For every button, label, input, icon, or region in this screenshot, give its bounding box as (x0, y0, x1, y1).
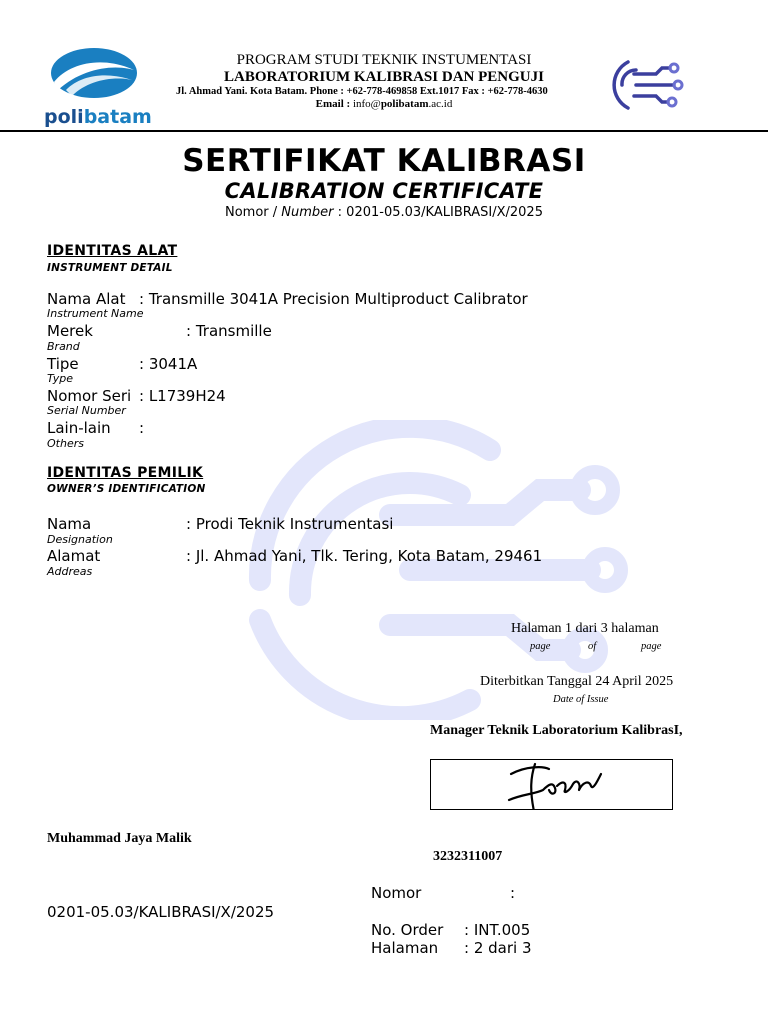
signatory-id: 3232311007 (433, 849, 503, 864)
pagination-sub-page: page (530, 641, 551, 652)
issue-date: Diterbitkan Tanggal 24 April 2025 (480, 674, 674, 689)
signature-icon (431, 760, 672, 809)
field-label-nama: Nama (47, 515, 92, 533)
lab-logo (598, 50, 694, 120)
field-value-alamat: : Jl. Ahmad Yani, Tlk. Tering, Kota Batam, 29461 (186, 547, 543, 565)
pagination-sub-of: of (588, 641, 597, 652)
field-value-merek: : Transmille (186, 322, 272, 340)
nomor-label: Nomor / (225, 205, 278, 220)
signature-box (430, 759, 673, 810)
header-program: PROGRAM STUDI TEKNIK INSTUMENTASI (236, 52, 532, 68)
page-subtitle: CALIBRATION CERTIFICATE (224, 179, 544, 203)
field-sub-merek: Brand (47, 340, 80, 353)
footer-nomor-colon: : (510, 884, 516, 902)
field-sub-lain-lain: Others (47, 437, 84, 450)
footer-order-label: No. Order (371, 921, 444, 939)
field-value-nama: : Prodi Teknik Instrumentasi (186, 515, 394, 533)
owner-heading-en: OWNER’S IDENTIFICATION (47, 483, 206, 495)
instrument-heading: IDENTITAS ALAT (47, 243, 178, 259)
header-lab: LABORATORIUM KALIBRASI DAN PENGUJI (224, 69, 544, 85)
footer-nomor-value: 0201-05.03/KALIBRASI/X/2025 (47, 903, 275, 921)
field-value-tipe: : 3041A (139, 355, 198, 373)
logo-text-batam: batam (83, 106, 152, 128)
field-label-nomor-seri: Nomor Seri (47, 387, 132, 405)
certificate-number (0, 205, 768, 220)
instrument-heading-en: INSTRUMENT DETAIL (47, 262, 173, 274)
pagination-sub-page2: page (641, 641, 662, 652)
email-user: info@ (352, 98, 381, 110)
field-label-lain-lain: Lain-lain (47, 419, 111, 437)
field-sub-nama: Designation (47, 533, 113, 546)
nomor-value: : 0201-05.03/KALIBRASI/X/2025 (337, 205, 543, 220)
field-label-alamat: Alamat (47, 547, 101, 565)
field-label-nama-alat: Nama Alat (47, 290, 126, 308)
footer-halaman-value: : 2 dari 3 (464, 939, 532, 957)
footer-order-value: : INT.005 (464, 921, 531, 939)
field-sub-nama-alat: Instrument Name (47, 307, 144, 320)
field-sub-nomor-seri: Serial Number (47, 404, 126, 417)
field-label-tipe: Tipe (47, 355, 79, 373)
polibatam-logo (44, 46, 152, 128)
logo-text-poli: poli (44, 106, 84, 128)
circuit-logo-icon (598, 50, 694, 120)
field-value-nama-alat: : Transmille 3041A Precision Multiproduct Calibrator (139, 290, 528, 308)
owner-heading: IDENTITAS PEMILIK (47, 465, 204, 481)
signatory-name: Muhammad Jaya Malik (47, 831, 192, 846)
field-value-lain-lain: : (139, 419, 145, 437)
email-label: Email : (315, 98, 351, 110)
issue-date-sub: Date of Issue (553, 694, 609, 705)
field-value-nomor-seri: : L1739H24 (139, 387, 226, 405)
footer-halaman-label: Halaman (371, 939, 439, 957)
field-sub-alamat: Addreas (47, 565, 93, 578)
header-divider (0, 130, 768, 132)
nomor-label-en: Number (281, 205, 334, 220)
footer-nomor-label: Nomor (371, 884, 422, 902)
email-domain: polibatam (380, 98, 429, 110)
pagination-text: Halaman 1 dari 3 halaman (511, 621, 659, 636)
signatory-title: Manager Teknik Laboratorium KalibrasI, (430, 723, 683, 738)
email-tld: .ac.id (428, 98, 453, 110)
polibatam-logo-icon (48, 46, 140, 104)
page-title: SERTIFIKAT KALIBRASI (182, 143, 586, 179)
field-sub-tipe: Type (47, 372, 74, 385)
header-email (184, 98, 584, 110)
field-label-merek: Merek (47, 322, 93, 340)
header-address: Jl. Ahmad Yani. Kota Batam. Phone : +62-778-469858 Ext.1017 Fax : +62-778-4630 (176, 86, 548, 97)
